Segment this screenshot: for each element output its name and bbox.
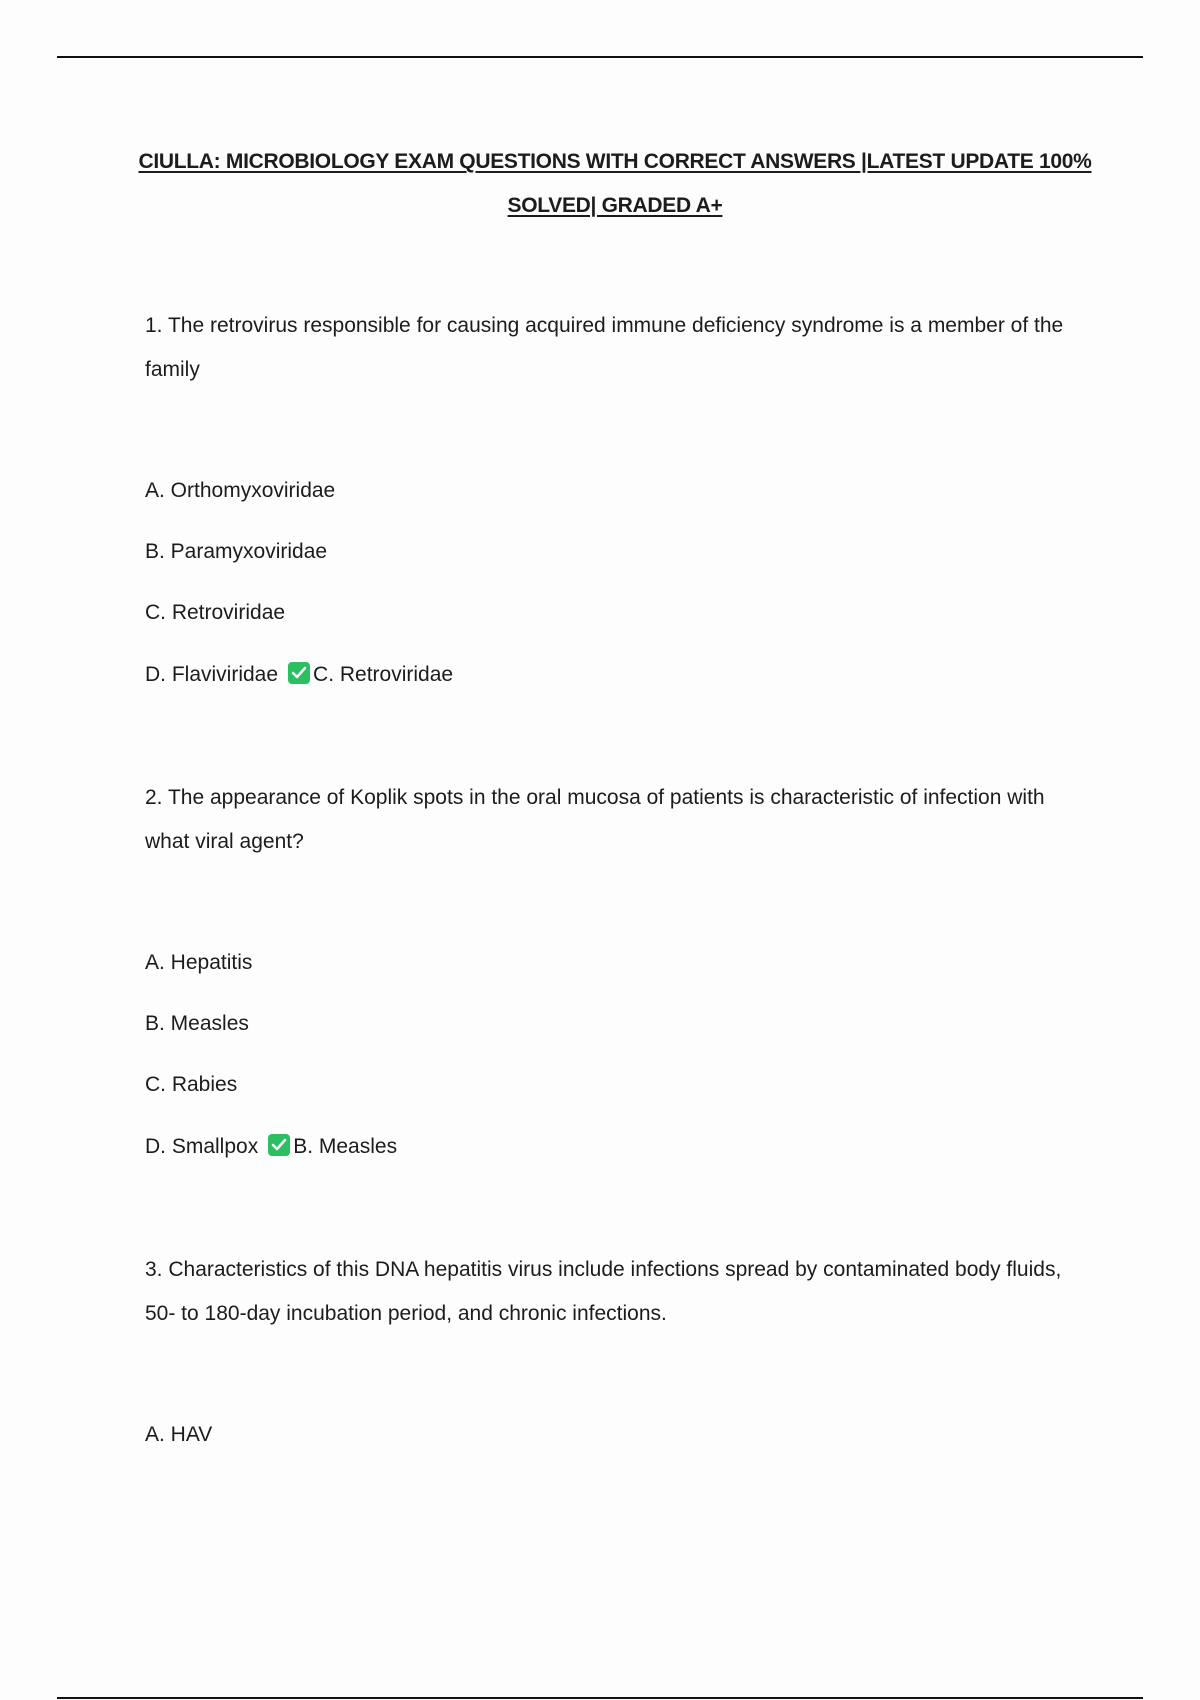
question-1-answer: C. Retroviridae	[313, 663, 454, 686]
check-icon	[288, 662, 310, 684]
title-line-1: CIULLA: MICROBIOLOGY EXAM QUESTIONS WITH CORRECT ANSWERS |LATEST UPDATE 100%	[138, 150, 1092, 173]
title-line-2: SOLVED| GRADED A+	[507, 194, 723, 217]
document-title	[130, 140, 1100, 228]
question-2-option-b: B. Measles	[145, 1012, 249, 1035]
question-1-option-d: D. Flaviviridae	[145, 663, 279, 686]
question-1-option-b: B. Paramyxoviridae	[145, 540, 328, 563]
question-3-option-a: A. HAV	[145, 1423, 213, 1446]
question-1-text: 1. The retrovirus responsible for causing acquired immune deficiency syndrome is a member of the family	[145, 314, 1064, 381]
question-1-option-a: A. Orthomyxoviridae	[145, 479, 336, 502]
top-rule	[57, 56, 1143, 58]
question-2-option-c: C. Rabies	[145, 1073, 238, 1096]
question-1-option-d-row	[145, 660, 453, 690]
question-2-answer: B. Measles	[293, 1135, 398, 1158]
question-3-text: 3. Characteristics of this DNA hepatitis virus include infections spread by contaminated body fluids, 50- to 180-day incubation period, and chronic infections.	[145, 1258, 1062, 1325]
question-2-option-d: D. Smallpox	[145, 1135, 259, 1158]
bottom-rule	[57, 1697, 1143, 1699]
question-2-option-a: A. Hepatitis	[145, 951, 253, 974]
check-icon	[268, 1134, 290, 1156]
question-1-option-c: C. Retroviridae	[145, 601, 286, 624]
question-2-option-d-row	[145, 1132, 397, 1162]
question-2-text: 2. The appearance of Koplik spots in the oral mucosa of patients is characteristic of infection with what viral agent?	[145, 786, 1045, 853]
